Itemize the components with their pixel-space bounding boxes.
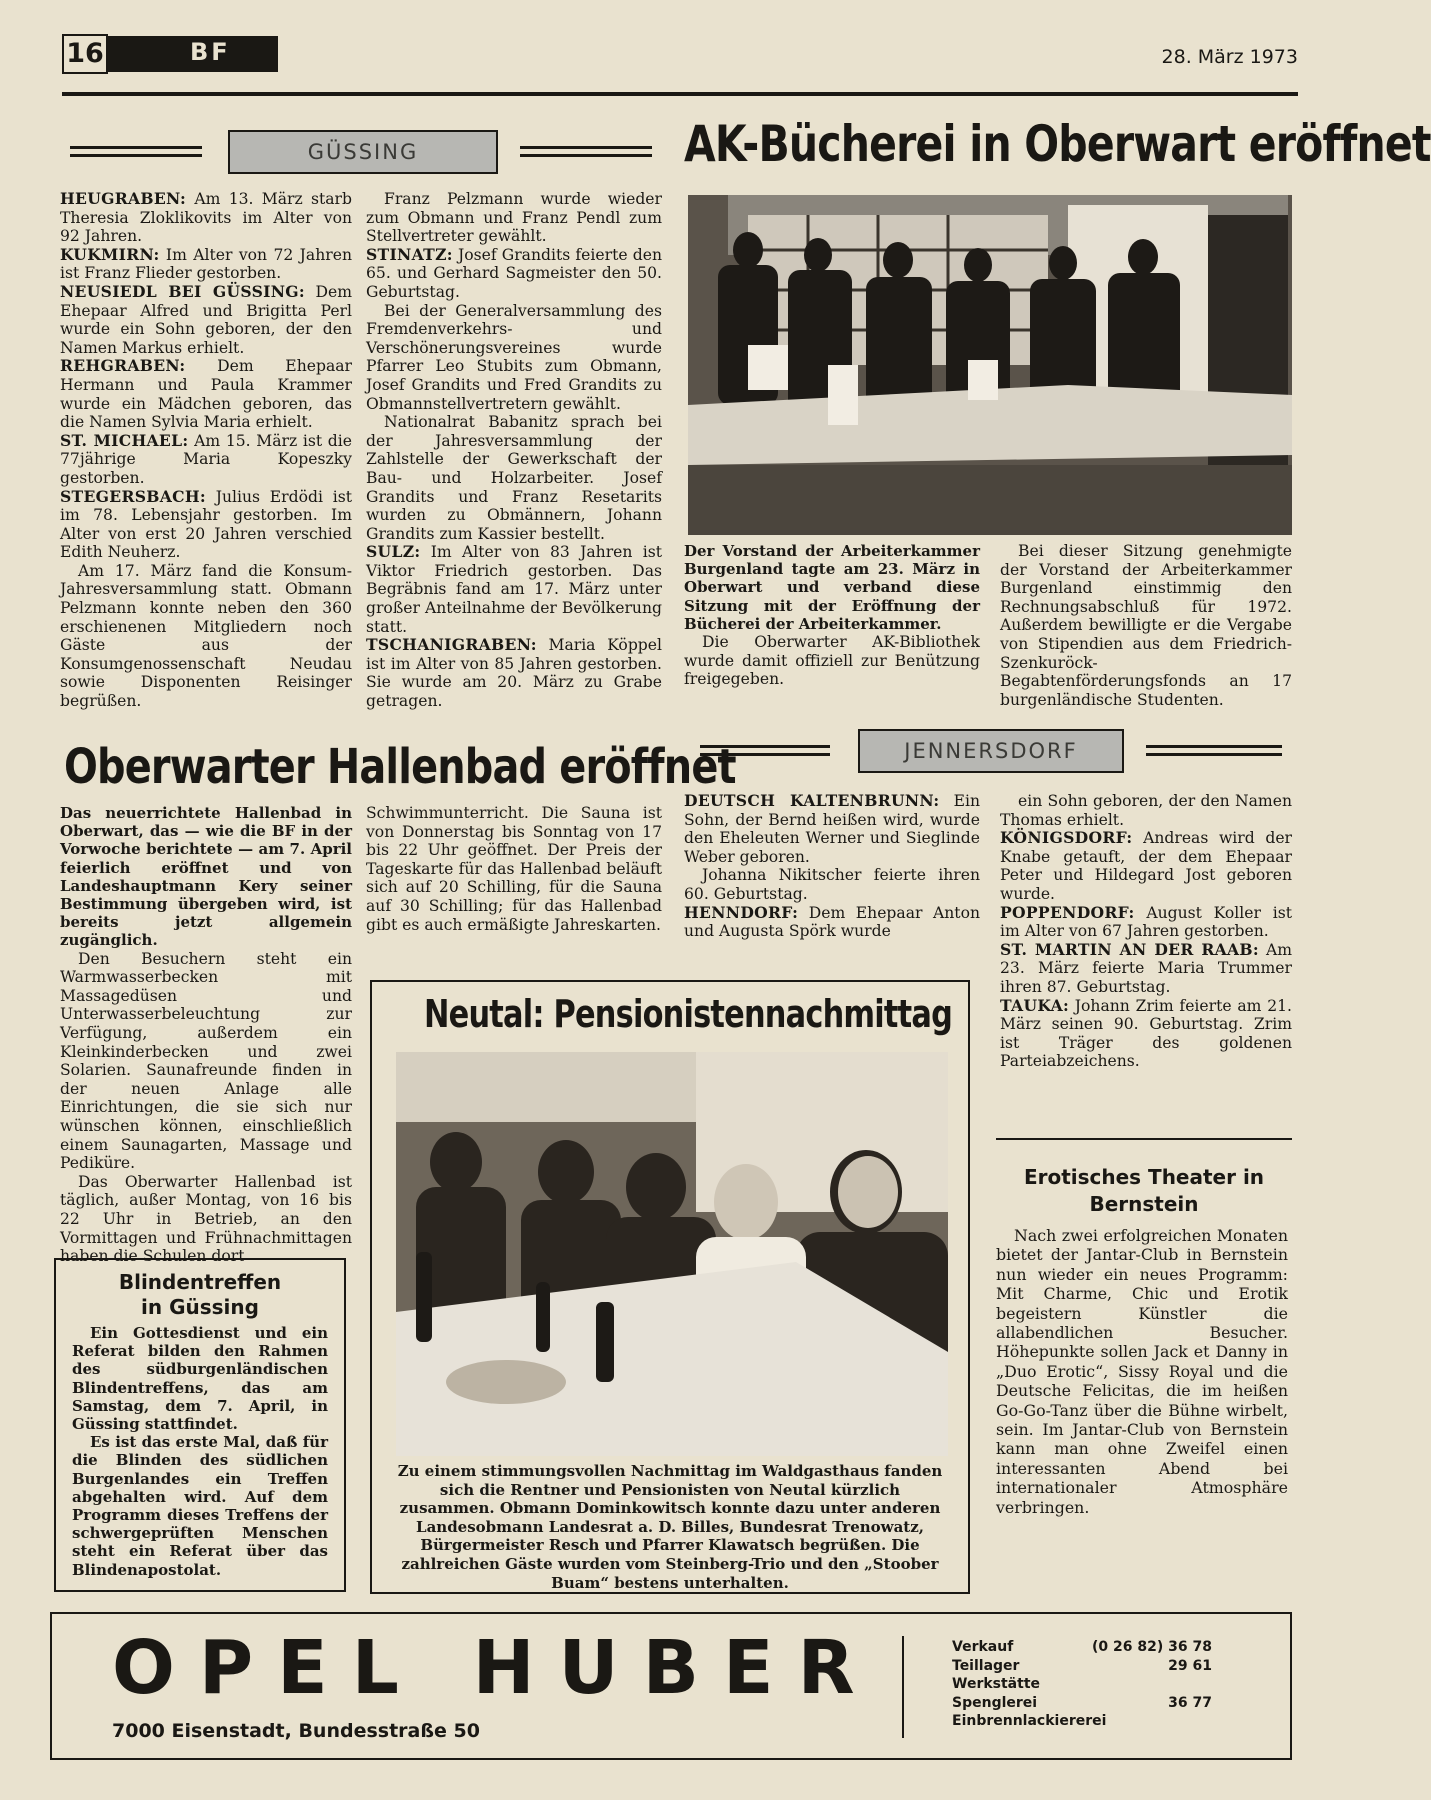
news-item [60,283,352,357]
jennersdorf-banner-rule-left [700,745,830,756]
theater-text: Nach zwei erfolgreichen Monaten bietet der Jantar-Club in Bernstein nun wieder ein neues Programm: Mit Charme, Chic und Erotik begeistern Künstler die allabendlichen Besucher. Höhepunkte sollen Jack et Danny in „Duo Erotic“, Sissy Royal und die Deutsche Felicitas, die im heißen Go-Go-Tanz über die Bühne wirbelt, sein. Im Jantar-Club von Bernstein kann man ohne Zweifel einen interessanten Abend bei internationaler Atmosphäre verbringen. [996,1226,1288,1517]
page-number: 16 [66,38,104,69]
news-item-text: Im Alter von 83 Jahren ist Viktor Friedrich gestorben. Das Begräbnis fand am 17. März unter großer Anteilnahme der Bevölkerung statt. [366,543,662,636]
masthead-rule [62,92,1298,96]
news-item-place: SULZ: [366,542,421,562]
news-item [366,543,662,636]
news-item-text: Nationalrat Babanitz sprach bei der Jahresversammlung der Zahlstelle der Gewerkschaft der Bau- und Holzarbeiter. Josef Grandits und Franz Resetarits wurden zu Obmännern, Johann Grandits zum Kassier bestellt. [366,413,662,543]
ak-caption: Der Vorstand der Arbeiterkammer Burgenland tagte am 23. März in Oberwart und verband diese Sitzung mit der Eröffnung der Bücherei der Arbeiterkammer. [684,542,980,633]
jennersdorf-banner: JENNERSDORF [858,729,1124,773]
issue-date: 28. März 1973 [1161,46,1298,68]
neutal-caption: Zu einem stimmungsvollen Nachmittag im Waldgasthaus fanden sich die Rentner und Pensionisten von Neutal kürzlich zusammen. Obmann Dominkowitsch konnte dazu unter anderen Landesobmann Landesrat a. D. Billes, Bundesrat Trenowatz, Bürgermeister Resch und Pfarrer Klawatsch begrüßen. Die zahlreichen Gäste wurden vom Steinberg-Trio und den „Stoober Buam“ bestens unterhalten. [397,1462,943,1592]
opel-huber-ad [50,1612,1292,1760]
ad-row-spenglerei: Spenglerei 36 77 [952,1694,1212,1711]
news-item-place: TSCHANIGRABEN: [366,635,537,655]
news-item [684,866,980,903]
neutal-box [370,980,970,1594]
news-item [366,302,662,414]
news-item-place: REHGRABEN: [60,356,186,376]
theater-top-rule [996,1138,1292,1140]
news-item-place: KUKMIRN: [60,244,160,264]
news-item [60,432,352,488]
news-item-place: DEUTSCH KALTENBRUNN: [684,791,940,810]
news-item-place: STINATZ: [366,244,453,264]
news-item [684,792,980,866]
jennersdorf-column-2 [1000,792,1292,1071]
news-item [60,357,352,431]
news-item-place: ST. MARTIN AN DER RAAB: [1000,939,1259,959]
news-item-text: Am 23. März feierte Maria Trummer ihren 87. Geburtstag. [1000,940,1292,996]
theater-title-2: Bernstein [1089,1192,1199,1216]
blinden-title-2: in Güssing [141,1295,259,1319]
guessing-banner-rule-left [70,146,202,157]
hallenbad-column-2 [366,804,662,934]
page-number-box [62,34,108,74]
ad-contact-list [952,1638,1212,1731]
news-item-text: Dem Ehepaar Hermann und Paula Krammer wurde ein Mädchen geboren, das die Namen Sylvia Maria erhielt. [60,357,352,432]
jennersdorf-column-1 [684,792,980,941]
ad-brand: OPEL HUBER [112,1625,879,1711]
news-item [366,246,662,302]
news-item [1000,941,1292,997]
ak-headline: AK-Bücherei in Oberwart eröffnet [684,115,1431,173]
news-item-text: Am 13. März starb Theresia Zloklikovits im Alter von 92 Jahren. [60,190,352,246]
ad-row-verkauf: Verkauf (0 26 82) 36 78 [952,1639,1212,1655]
blinden-paragraph-1: Ein Gottesdienst und ein Referat bilden den Rahmen des südburgenländischen Blindentreffens, das am Samstag, dem 7. April, in Güssing stattfindet. [72,1324,328,1434]
news-item-text: Johann Zrim feierte am 21. März seinen 90. Geburtstag. Zrim ist Träger des goldenen Parteiabzeichens. [1000,996,1292,1071]
hallenbad-paragraph-1: Den Besuchern steht ein Warmwasserbecken mit Massagedüsen und Unterwasserbeleuchtung zur Verfügung, außerdem ein Kleinkinderbecken und zwei Solarien. Saunafreunde finden in der neuen Anlage alle Einrichtungen, die sie sich nur wünschen können, einschließlich einem Saunagarten, Massage und Pediküre. [60,949,352,1173]
news-item [60,488,352,562]
ad-row-teillager: Teillager 29 61 [952,1657,1212,1674]
ad-row-werkstaette: Werkstätte [952,1676,1041,1692]
hallenbad-paragraph-2: Das Oberwarter Hallenbad ist täglich, außer Montag, von 16 bis 22 Uhr in Betrieb, an den Vormittagen und Frühnachmittagen haben die Schulen dort [60,1172,352,1266]
hallenbad-lead: Das neuerrichtete Hallenbad in Oberwart, das — wie die BF in der Vorwoche berichtete — am 7. April feierlich eröffnet und von Landeshauptmann Kery seiner Bestimmung übergeben wird, ist bereits jetzt allgemein zugänglich. [60,804,352,950]
news-item [366,190,662,246]
news-item [1000,904,1292,941]
blinden-paragraph-2: Es ist das erste Mal, daß für die Blinden des südlichen Burgenlandes ein Treffen abgehalten wird. Auf dem Programm dieses Treffens der schwergeprüften Menschen steht ein Referat über das Blindenapostolat. [72,1433,328,1579]
ad-divider [902,1636,904,1738]
news-item-text: Am 17. März fand die Konsum-Jahresversammlung statt. Obmann Pelzmann konnte neben den 360 erschienenen Mitgliedern noch Gäste aus der Konsumgenossenschaft Neudau sowie Disponenten Reisinger begrüßen. [60,561,352,711]
jennersdorf-banner-rule-right [1146,745,1282,756]
section-bar [108,36,278,72]
ak-text: Bei dieser Sitzung genehmigte der Vorstand der Arbeiterkammer Burgenland einstimmig den Rechnungsabschluß für 1972. Außerdem bewilligte er die Vergabe von Stipendien aus dem Friedrich-Szenkuröck-Begabtenförderungsfonds an 17 burgenländische Studenten. [1000,542,1292,709]
news-item-text: Andreas wird der Knabe getauft, der dem Ehepaar Peter und Hildegard Jost geboren wurde. [1000,829,1292,903]
news-item-text: Bei der Generalversammlung des Fremdenverkehrs- und Verschönerungsvereines wurde Pfarrer Leo Stubits zum Obmann, Josef Grandits und Fred Grandits zu Obmannstellvertretern gewählt. [366,301,662,413]
news-item-text: August Koller ist im Alter von 67 Jahren gestorben. [1000,903,1292,941]
news-item-place: KÖNIGSDORF: [1000,828,1133,848]
guessing-banner-rule-right [520,146,652,157]
theater-title-1: Erotisches Theater in [1023,1165,1265,1189]
ad-row-einbrennlackiererei: Einbrennlackiererei [952,1713,1107,1729]
guessing-column-2 [366,190,662,711]
news-item [684,904,980,941]
news-item-place: NEUSIEDL BEI GÜSSING: [60,281,305,301]
news-item [60,190,352,246]
guessing-column-1 [60,190,352,711]
news-item-text: Maria Köppel ist im Alter von 85 Jahren gestorben. Sie wurde am 20. März zu Grabe getragen. [366,636,662,711]
news-item-text: Johanna Nikitscher feierte ihren 60. Geburtstag. [684,866,980,903]
blinden-title-1: Blindentreffen [118,1270,282,1294]
ak-caption-text: Die Oberwarter AK-Bibliothek wurde damit offiziell zur Benützung freigegeben. [684,633,980,689]
news-item-text: Franz Pelzmann wurde wieder zum Obmann und Franz Pendl zum Stellvertreter gewählt. [366,190,662,246]
news-item-text: ein Sohn geboren, der den Namen Thomas erhielt. [1000,792,1292,829]
neutal-photo-illustration [396,1052,948,1456]
news-item [1000,792,1292,829]
news-item-place: STEGERSBACH: [60,486,206,506]
news-item-place: POPPENDORF: [1000,902,1135,922]
neutal-photo [396,1052,948,1456]
hallenbad-headline: Oberwarter Hallenbad eröffnet [64,739,736,795]
news-item-place: HENNDORF: [684,902,799,922]
news-item-text: Josef Grandits feierte den 65. und Gerhard Sagmeister den 50. Geburtstag. [366,245,662,301]
hallenbad-paragraph-3: Schwimmunterricht. Die Sauna ist von Donnerstag bis Sonntag von 17 bis 22 Uhr geöffnet. Der Preis der Tageskarte für das Hallenbad beläuft sich auf 20 Schilling, für die Sauna auf 30 Schilling; für das Hallenbad gibt es auch ermäßigte Jahreskarten. [366,804,662,934]
page-masthead [62,34,1298,102]
news-item-text: Julius Erdödi ist im 78. Lebensjahr gestorben. Im Alter von erst 20 Jahren verschied Edith Neuherz. [60,487,352,562]
news-item-place: HEUGRABEN: [60,189,187,208]
news-item-text: Im Alter von 72 Jahren ist Franz Flieder gestorben. [60,245,352,283]
guessing-banner: GÜSSING [228,130,498,174]
section-label: BF [190,38,231,66]
blinden-box [54,1258,346,1592]
news-item-place: ST. MICHAEL: [60,430,189,450]
hallenbad-column-1 [60,804,352,1266]
news-item [60,246,352,283]
news-item [60,562,352,711]
news-item-text: Dem Ehepaar Alfred und Brigitta Perl wurde ein Sohn geboren, der den Namen Markus erhielt. [60,282,352,357]
news-item-place: TAUKA: [1000,995,1070,1015]
ak-caption-column [684,542,980,689]
news-item [1000,997,1292,1071]
news-item [366,636,662,710]
news-item [366,413,662,543]
news-item-text: Am 15. März ist die 77jährige Maria Kopeszky gestorben. [60,431,352,487]
ak-library-photo [688,195,1292,535]
ak-column-2 [1000,542,1292,709]
ak-library-photo-illustration [688,195,1292,535]
ad-address: 7000 Eisenstadt, Bundesstraße 50 [112,1720,480,1742]
news-item-text: Ein Sohn, der Bernd heißen wird, wurde den Eheleuten Werner und Sieglinde Weber geboren. [684,792,980,866]
news-item [1000,829,1292,903]
news-item-text: Dem Ehepaar Anton und Augusta Spörk wurde [684,903,980,941]
theater-column [996,1226,1288,1517]
neutal-headline: Neutal: Pensionistennachmittag [424,992,953,1036]
